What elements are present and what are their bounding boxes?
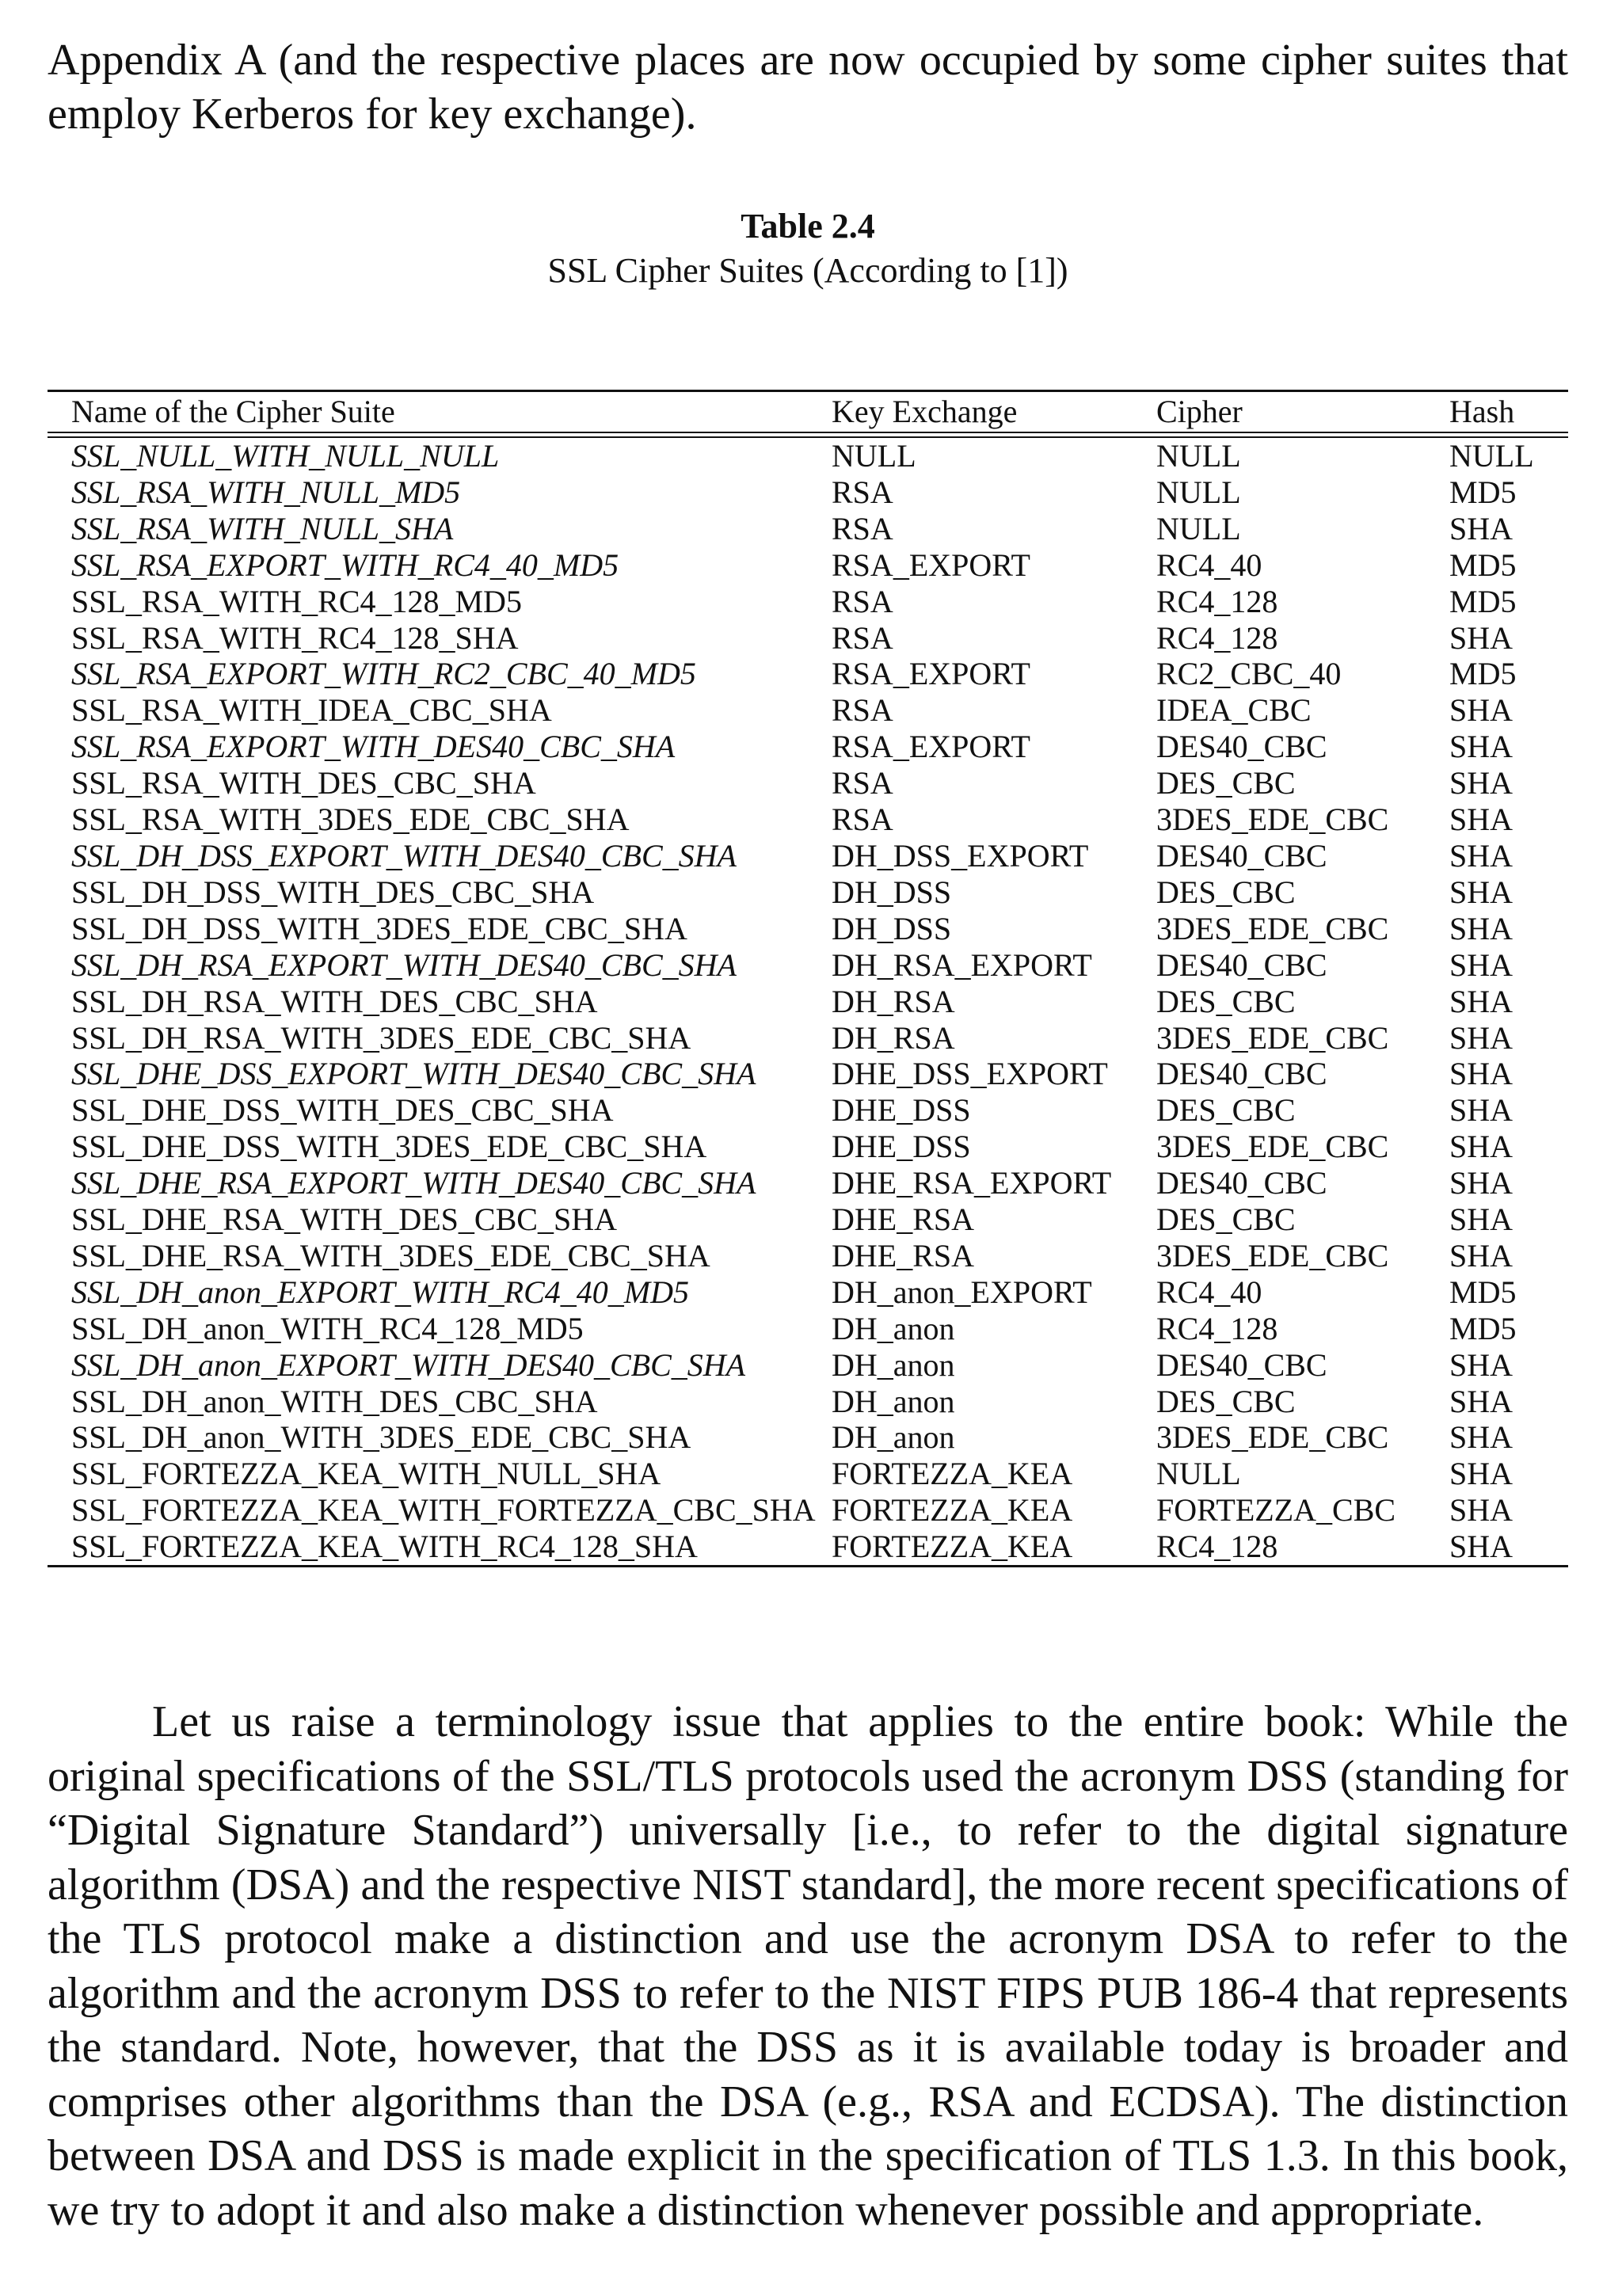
cell-suite-name: SSL_DHE_RSA_WITH_3DES_EDE_CBC_SHA [71,1237,710,1274]
cell-key-exchange: DHE_DSS_EXPORT [832,1056,1108,1092]
cell-suite-name: SSL_DH_anon_WITH_3DES_EDE_CBC_SHA [71,1419,691,1456]
cell-suite-name: SSL_DHE_DSS_WITH_3DES_EDE_CBC_SHA [71,1129,707,1165]
table-row [48,1020,1568,1057]
cell-suite-name: SSL_RSA_EXPORT_WITH_RC2_CBC_40_MD5 [71,656,696,692]
table-row [48,511,1568,547]
cell-suite-name: SSL_FORTEZZA_KEA_WITH_FORTEZZA_CBC_SHA [71,1492,816,1529]
cell-suite-name: SSL_RSA_WITH_IDEA_CBC_SHA [71,692,552,729]
table-row [48,1201,1568,1238]
cell-key-exchange: DH_anon [832,1310,955,1346]
cell-suite-name: SSL_RSA_EXPORT_WITH_RC4_40_MD5 [71,546,619,583]
cell-hash: SHA [1449,1383,1513,1419]
cipher-suite-table [48,390,1568,1567]
cell-hash: SHA [1449,619,1513,656]
cell-suite-name: SSL_RSA_WITH_NULL_MD5 [71,474,461,510]
cell-key-exchange: DHE_RSA [832,1201,975,1238]
cell-cipher: 3DES_EDE_CBC [1156,1419,1389,1456]
cell-suite-name: SSL_RSA_WITH_RC4_128_SHA [71,619,519,656]
cell-key-exchange: FORTEZZA_KEA [832,1529,1073,1565]
cell-hash: MD5 [1449,583,1517,619]
cell-cipher: RC4_128 [1156,619,1278,656]
cell-cipher: DES_CBC [1156,1201,1296,1238]
cell-key-exchange: DH_DSS [832,874,952,910]
cell-hash: SHA [1449,946,1513,983]
cell-key-exchange: DH_RSA [832,1019,955,1056]
cell-key-exchange: DH_DSS [832,910,952,946]
cell-suite-name: SSL_DH_anon_EXPORT_WITH_RC4_40_MD5 [71,1274,689,1310]
cell-key-exchange: RSA_EXPORT [832,656,1030,692]
cell-hash: SHA [1449,874,1513,910]
table-row [48,438,1568,474]
table-row [48,1092,1568,1129]
table-row [48,838,1568,874]
table-row [48,692,1568,729]
cell-cipher: NULL [1156,1456,1241,1492]
header-hash: Hash [1449,394,1515,429]
table-caption [48,204,1568,293]
table-row [48,802,1568,838]
cell-hash: SHA [1449,1092,1513,1129]
table-row [48,547,1568,584]
cell-cipher: NULL [1156,438,1241,474]
table-row [48,1274,1568,1311]
cell-suite-name: SSL_DHE_DSS_WITH_DES_CBC_SHA [71,1092,614,1129]
table-row [48,1529,1568,1565]
table-row [48,1347,1568,1384]
table-row [48,765,1568,802]
cell-cipher: DES40_CBC [1156,1346,1327,1383]
table-row [48,874,1568,911]
cell-cipher: DES_CBC [1156,765,1296,802]
cell-cipher: DES_CBC [1156,1383,1296,1419]
cell-suite-name: SSL_FORTEZZA_KEA_WITH_RC4_128_SHA [71,1529,698,1565]
cell-suite-name: SSL_DHE_DSS_EXPORT_WITH_DES40_CBC_SHA [71,1056,756,1092]
cell-key-exchange: RSA [832,802,893,838]
cell-hash: MD5 [1449,546,1517,583]
cell-hash: MD5 [1449,474,1517,510]
header-key-exchange: Key Exchange [832,394,1018,429]
cell-hash: SHA [1449,1492,1513,1529]
table-row [48,584,1568,620]
cell-cipher: RC4_40 [1156,1274,1262,1310]
cell-suite-name: SSL_DH_RSA_EXPORT_WITH_DES40_CBC_SHA [71,946,737,983]
cell-key-exchange: DHE_DSS [832,1129,971,1165]
cell-hash: SHA [1449,910,1513,946]
cell-hash: SHA [1449,802,1513,838]
cell-suite-name: SSL_DH_anon_EXPORT_WITH_DES40_CBC_SHA [71,1346,746,1383]
cell-cipher: IDEA_CBC [1156,692,1312,729]
cell-cipher: DES_CBC [1156,1092,1296,1129]
cell-hash: MD5 [1449,656,1517,692]
cell-suite-name: SSL_DH_anon_WITH_DES_CBC_SHA [71,1383,598,1419]
cell-hash: SHA [1449,837,1513,874]
cipher-table [48,392,1568,432]
cell-cipher: DES40_CBC [1156,1056,1327,1092]
cell-cipher: DES_CBC [1156,983,1296,1019]
header-suite-name: Name of the Cipher Suite [71,394,395,429]
cell-hash: NULL [1449,438,1534,474]
intro-paragraph: Appendix A (and the respective places are now occupied by some cipher suites that employ Kerberos for key exchange). [48,36,1568,139]
cell-cipher: 3DES_EDE_CBC [1156,910,1389,946]
table-row [48,1129,1568,1165]
cell-suite-name: SSL_RSA_WITH_DES_CBC_SHA [71,765,536,802]
table-title: SSL Cipher Suites (According to [1]) [547,251,1068,290]
table-row [48,620,1568,657]
cell-suite-name: SSL_DH_anon_WITH_RC4_128_MD5 [71,1310,584,1346]
cell-hash: SHA [1449,1129,1513,1165]
cell-hash: SHA [1449,1419,1513,1456]
cell-hash: SHA [1449,729,1513,765]
cell-suite-name: SSL_DHE_RSA_EXPORT_WITH_DES40_CBC_SHA [71,1165,756,1201]
cell-hash: SHA [1449,1019,1513,1056]
cell-hash: SHA [1449,1056,1513,1092]
cell-key-exchange: DH_DSS_EXPORT [832,837,1089,874]
cell-suite-name: SSL_DHE_RSA_WITH_DES_CBC_SHA [71,1201,617,1238]
cell-cipher: 3DES_EDE_CBC [1156,1019,1389,1056]
cell-cipher: 3DES_EDE_CBC [1156,802,1389,838]
cell-cipher: DES40_CBC [1156,946,1327,983]
cell-suite-name: SSL_FORTEZZA_KEA_WITH_NULL_SHA [71,1456,661,1492]
table-bottom-rule [48,1565,1568,1567]
cell-suite-name: SSL_DH_DSS_WITH_3DES_EDE_CBC_SHA [71,910,687,946]
cell-key-exchange: DH_anon_EXPORT [832,1274,1092,1310]
table-number: Table 2.4 [741,207,875,246]
cell-key-exchange: DH_anon [832,1419,955,1456]
cell-key-exchange: RSA [832,510,893,546]
cell-suite-name: SSL_DH_DSS_EXPORT_WITH_DES40_CBC_SHA [71,837,737,874]
cell-key-exchange: RSA_EXPORT [832,546,1030,583]
cell-suite-name: SSL_DH_RSA_WITH_3DES_EDE_CBC_SHA [71,1019,691,1056]
table-row [48,1384,1568,1420]
cell-cipher: DES_CBC [1156,874,1296,910]
table-row [48,656,1568,692]
cell-hash: SHA [1449,1201,1513,1238]
cell-key-exchange: DHE_RSA_EXPORT [832,1165,1112,1201]
cipher-table-body [48,438,1568,1565]
cell-suite-name: SSL_DH_DSS_WITH_DES_CBC_SHA [71,874,595,910]
table-row [48,984,1568,1020]
cell-hash: SHA [1449,1165,1513,1201]
cell-key-exchange: DHE_RSA [832,1237,975,1274]
cell-cipher: DES40_CBC [1156,1165,1327,1201]
cell-hash: SHA [1449,1237,1513,1274]
table-row [48,1056,1568,1092]
table-row [48,1165,1568,1201]
header-cipher: Cipher [1156,394,1243,429]
table-row [48,1492,1568,1529]
cell-cipher: RC4_40 [1156,546,1262,583]
cell-key-exchange: FORTEZZA_KEA [832,1456,1073,1492]
cell-hash: SHA [1449,765,1513,802]
cell-key-exchange: DH_anon [832,1346,955,1383]
cell-suite-name: SSL_RSA_EXPORT_WITH_DES40_CBC_SHA [71,729,676,765]
table-row [48,1238,1568,1274]
cell-suite-name: SSL_RSA_WITH_RC4_128_MD5 [71,583,522,619]
cell-hash: SHA [1449,983,1513,1019]
cell-hash: SHA [1449,510,1513,546]
cell-suite-name: SSL_RSA_WITH_3DES_EDE_CBC_SHA [71,802,630,838]
cell-cipher: FORTEZZA_CBC [1156,1492,1396,1529]
table-row [48,1311,1568,1347]
cell-key-exchange: NULL [832,438,916,474]
cell-cipher: DES40_CBC [1156,837,1327,874]
cell-key-exchange: RSA_EXPORT [832,729,1030,765]
cell-hash: SHA [1449,1529,1513,1565]
cell-key-exchange: FORTEZZA_KEA [832,1492,1073,1529]
cell-key-exchange: RSA [832,474,893,510]
cell-suite-name: SSL_DH_RSA_WITH_DES_CBC_SHA [71,983,598,1019]
cell-cipher: 3DES_EDE_CBC [1156,1237,1389,1274]
table-row [48,1456,1568,1492]
cell-key-exchange: DH_RSA_EXPORT [832,946,1092,983]
cell-cipher: RC4_128 [1156,583,1278,619]
cell-key-exchange: RSA [832,583,893,619]
cell-cipher: 3DES_EDE_CBC [1156,1129,1389,1165]
cell-hash: MD5 [1449,1310,1517,1346]
cell-cipher: RC4_128 [1156,1529,1278,1565]
cell-suite-name: SSL_NULL_WITH_NULL_NULL [71,438,500,474]
cell-cipher: DES40_CBC [1156,729,1327,765]
cell-hash: MD5 [1449,1274,1517,1310]
cell-key-exchange: RSA [832,765,893,802]
cell-key-exchange: RSA [832,692,893,729]
body-paragraph: Let us raise a terminology issue that applies to the entire book: While the original specifications of the SSL/TLS protocols used the acronym DSS (standing for “Digital Signature Standard”) universally [i.e., to refer to the digital signature algorithm (DSA) and the respective NIST standard], the more recent specifications of the TLS protocol make a distinction and use the acronym DSA to refer to the algorithm and the acronym DSS to refer to the NIST FIPS PUB 186-4 that represents the standard. Note, however, that the DSS as it is available today is broader and comprises other algorithms than the DSA (e.g., RSA and ECDSA). The distinction between DSA and DSS is made explicit in the specification of TLS 1.3. In this book, we try to adopt it and also make a distinction whenever possible and appropriate. [48,1697,1568,2235]
cell-key-exchange: RSA [832,619,893,656]
table-row [48,1419,1568,1456]
cell-suite-name: SSL_RSA_WITH_NULL_SHA [71,510,454,546]
table-header-row [48,392,1568,432]
cell-key-exchange: DHE_DSS [832,1092,971,1129]
cell-hash: SHA [1449,1456,1513,1492]
cell-cipher: RC2_CBC_40 [1156,656,1342,692]
table-row [48,729,1568,765]
table-row [48,911,1568,947]
table-row [48,474,1568,511]
cell-hash: SHA [1449,692,1513,729]
cell-cipher: NULL [1156,510,1241,546]
cell-hash: SHA [1449,1346,1513,1383]
table-row [48,947,1568,984]
cell-key-exchange: DH_anon [832,1383,955,1419]
cell-cipher: RC4_128 [1156,1310,1278,1346]
table-header-double-rule [48,432,1568,438]
cell-cipher: NULL [1156,474,1241,510]
cell-key-exchange: DH_RSA [832,983,955,1019]
